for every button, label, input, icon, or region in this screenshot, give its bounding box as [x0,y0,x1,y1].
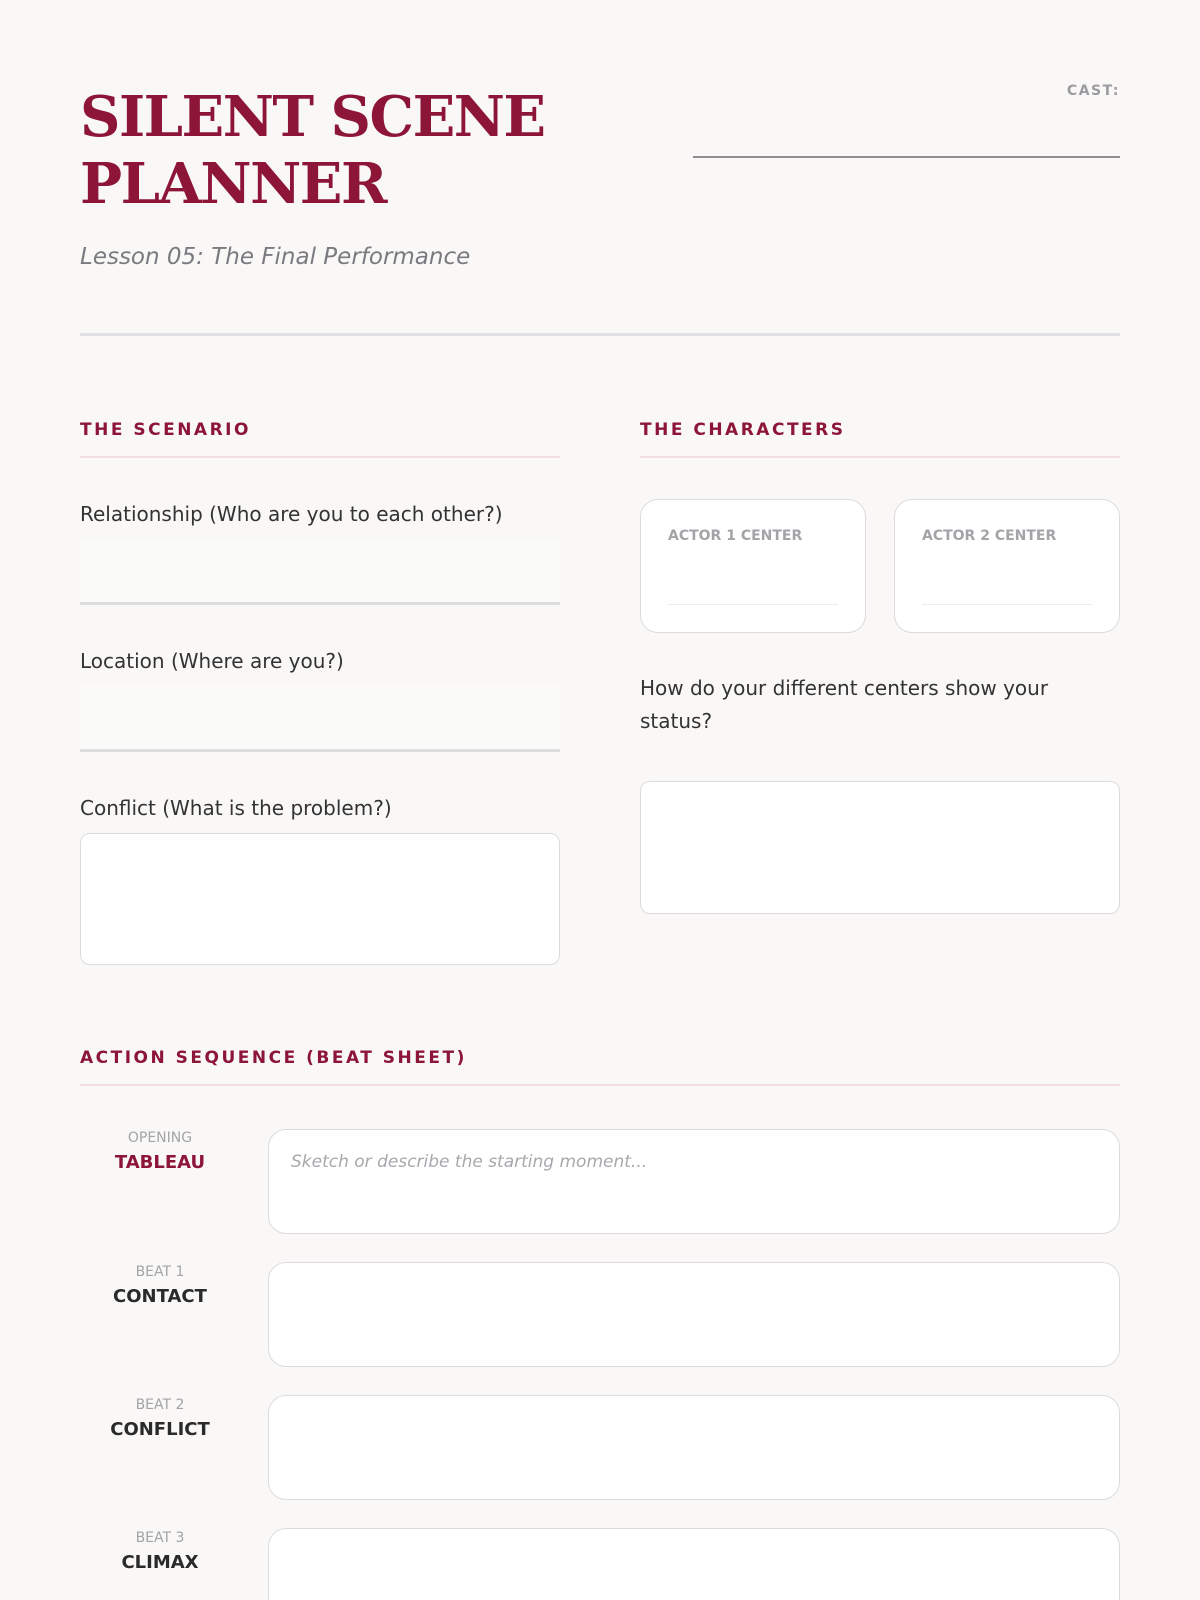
actor-1-label: ACTOR 1 CENTER [668,528,803,544]
status-question: How do your different centers show your status? [640,676,1049,733]
beat-box-2[interactable] [268,1395,1120,1500]
actor-2-card[interactable] [894,499,1120,633]
lesson-subtitle: Lesson 05: The Final Performance [80,244,471,270]
relationship-label: Relationship (Who are you to each other?) [80,502,503,526]
actor-2-label: ACTOR 2 CENTER [922,528,1057,544]
beat-sheet-heading: ACTION SEQUENCE (BEAT SHEET) [80,1048,467,1068]
beat-small-label: BEAT 2 [135,1397,185,1413]
beat-label-opening [80,1128,240,1178]
scenario-divider [80,456,560,458]
beat-big-label: CLIMAX [121,1552,199,1573]
beat-big-label: CONFLICT [110,1419,210,1440]
worksheet-page [80,0,1120,1600]
beat-box-1[interactable] [268,1262,1120,1367]
beat-big-label: TABLEAU [114,1152,206,1173]
beat-placeholder: Sketch or describe the starting moment... [291,1152,648,1172]
beat-sheet-divider [80,1084,1120,1086]
cast-label: CAST: [1066,83,1120,99]
scenario-heading: THE SCENARIO [80,420,251,440]
beat-box-opening[interactable] [268,1129,1120,1234]
actor-2-input-line[interactable] [922,604,1092,605]
beat-label-1 [80,1262,240,1312]
status-answer-field[interactable] [640,781,1120,914]
page-title: SILENT SCENE PLANNER [80,84,545,217]
beat-small-label: BEAT 1 [135,1264,185,1280]
actor-1-input-line[interactable] [668,604,838,605]
location-label: Location (Where are you?) [80,649,344,673]
characters-heading: THE CHARACTERS [640,420,846,440]
beat-box-3[interactable] [268,1528,1120,1600]
beat-big-label: CONTACT [113,1286,207,1307]
beat-label-2 [80,1395,240,1445]
conflict-field[interactable] [80,833,560,965]
relationship-field[interactable] [80,539,560,605]
cast-input-line[interactable] [693,156,1120,158]
beat-small-label: BEAT 3 [135,1530,185,1546]
location-field[interactable] [80,686,560,752]
beat-small-label: OPENING [127,1130,193,1146]
header-divider [80,333,1120,336]
beat-label-3 [80,1528,240,1578]
actor-1-card[interactable] [640,499,866,633]
conflict-label: Conflict (What is the problem?) [80,796,392,820]
characters-divider [640,456,1120,458]
